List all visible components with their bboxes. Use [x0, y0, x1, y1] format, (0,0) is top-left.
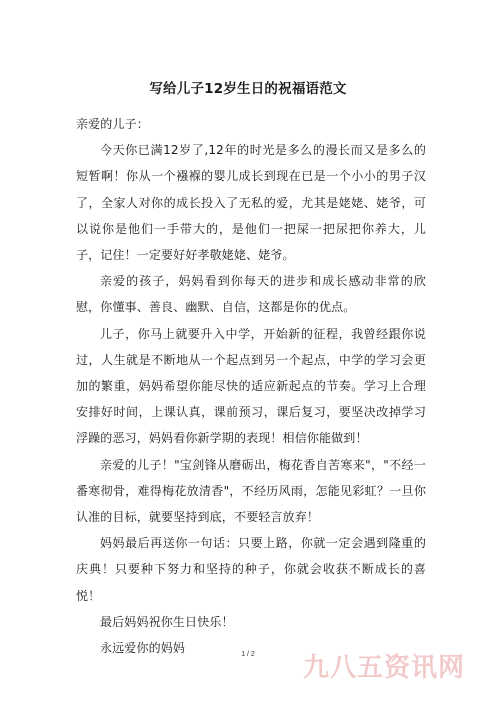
greeting: 亲爱的儿子：: [76, 117, 149, 131]
document-title: 写给儿子12岁生日的祝福语范文: [149, 81, 347, 97]
signature: 永远爱你的妈妈: [100, 641, 186, 656]
paragraph-1: 今天你已满12岁了,12年的时光是多么的漫长而又是多么的短暂啊！你从一个襁褓的婴儿成长到现在已是一个小小的男子汉了，全家人对你的成长投入了无私的爱，尤其是姥姥、姥爷，可以说你是他们一手带大的，是他们一把屎一把尿把你养大，儿子，记住！一定要好好孝敬姥姥、姥爷。: [76, 143, 426, 263]
document-body: [76, 111, 426, 661]
paragraph-2: 亲爱的孩子，妈妈看到你每天的进步和成长感动非常的欣慰，你懂事、善良、幽默、自信，这都是你的优点。: [76, 274, 426, 315]
svg-text:九八五资讯网: 九八五资讯网: [302, 653, 466, 682]
page-number: 1 / 2: [241, 651, 255, 658]
paragraph-3: 儿子，你马上就要升入中学，开始新的征程，我曾经跟你说过，人生就是不断地从一个起点到另一个起点，中学的学习会更加的繁重，妈妈希望你能尽快的适应新起点的节奏。学习上合理安排好时间，上课认真，课前预习，课后复习，要坚决改掉学习浮躁的恶习，妈妈看你新学期的表现！相信你能做到！: [76, 326, 426, 446]
paragraph-5: 妈妈最后再送你一句话：只要上路，你就一定会遇到隆重的庆典！只要种下努力和坚持的种子，你就会收获不断成长的喜悦！: [76, 536, 426, 603]
watermark-logo: [284, 652, 484, 682]
paragraph-4: 亲爱的儿子！"宝剑锋从磨砺出，梅花香自苦寒来"，"不经一番寒彻骨，难得梅花放清香"，不经历风雨，怎能见彩虹？一旦你认准的目标，就要坚持到底，不要轻言放弃！: [76, 457, 426, 525]
closing-wish: 最后妈妈祝你生日快乐！: [100, 614, 234, 629]
